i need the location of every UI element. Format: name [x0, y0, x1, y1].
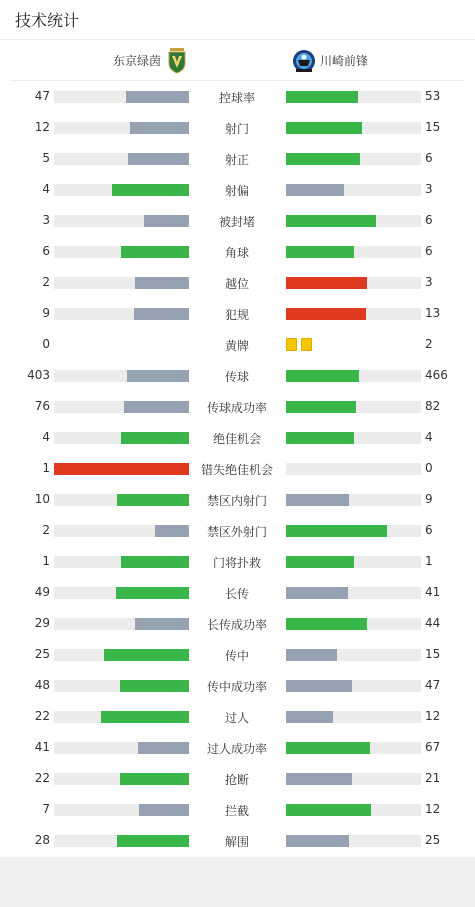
stat-label: 越位: [224, 277, 249, 291]
away-stat-value: 1: [425, 554, 433, 568]
stat-row: [0, 521, 475, 541]
home-bar-track: [54, 277, 189, 289]
away-team-name: 川崎前锋: [320, 54, 369, 68]
away-bar-fill: [286, 494, 349, 506]
away-bar-fill: [286, 618, 367, 630]
home-stat-value: 4: [42, 182, 50, 196]
stat-row: [0, 118, 475, 138]
home-bar-fill: [144, 215, 189, 227]
stat-row: [0, 242, 475, 262]
away-stat-value: 6: [425, 244, 433, 258]
teams-header: [10, 40, 465, 81]
home-stat-value: 0: [42, 337, 50, 351]
home-bar-track: [54, 122, 189, 134]
away-bar-fill: [286, 711, 333, 723]
away-bar-track: [286, 370, 421, 382]
away-stat-value: 15: [425, 120, 441, 134]
page-title: 技术统计: [15, 11, 80, 30]
away-bar-track: [286, 742, 421, 754]
away-bar-track: [286, 773, 421, 785]
home-bar-track: [54, 246, 189, 258]
title-bar: [0, 0, 475, 40]
home-team-name: 东京绿茵: [112, 54, 161, 68]
home-stat-value: 48: [34, 678, 50, 692]
home-stat-value: 9: [42, 306, 50, 320]
away-stat-value: 44: [425, 616, 441, 630]
away-bar-fill: [286, 525, 387, 537]
away-stat-value: 82: [425, 399, 441, 413]
away-bar-track: [286, 711, 421, 723]
away-bar-track: [286, 804, 421, 816]
away-bar-track: [286, 91, 421, 103]
away-bar-track: [286, 432, 421, 444]
away-stat-value: 15: [425, 647, 441, 661]
home-bar-track: [54, 556, 189, 568]
away-bar-fill: [286, 835, 349, 847]
away-stat-value: 21: [425, 771, 441, 785]
stat-row: [0, 180, 475, 200]
away-bar-fill: [286, 432, 354, 444]
stat-label: 角球: [224, 246, 249, 260]
away-stat-value: 67: [425, 740, 441, 754]
home-bar-track: [54, 742, 189, 754]
home-bar-fill: [134, 308, 189, 320]
stat-label: 错失绝佳机会: [200, 463, 273, 477]
home-bar-fill: [112, 184, 189, 196]
away-bar-track: [286, 308, 421, 320]
home-stat-value: 22: [34, 709, 50, 723]
away-stat-value: 12: [425, 709, 441, 723]
stat-label: 拦截: [224, 804, 249, 818]
away-stat-value: 9: [425, 492, 433, 506]
away-bar-track: [286, 618, 421, 630]
stat-row: [0, 397, 475, 417]
home-bar-fill: [138, 742, 189, 754]
stat-row: [0, 614, 475, 634]
away-bar-fill: [286, 91, 358, 103]
stat-row: [0, 211, 475, 231]
home-bar-track: [54, 401, 189, 413]
home-stat-value: 29: [34, 616, 50, 630]
away-bar-fill: [286, 246, 354, 258]
away-bar-track: [286, 835, 421, 847]
stat-row: [0, 335, 475, 355]
home-bar-track: [54, 494, 189, 506]
away-stat-value: 4: [425, 430, 433, 444]
away-bar-fill: [286, 587, 348, 599]
home-bar-fill: [117, 494, 189, 506]
stat-label: 禁区外射门: [206, 525, 267, 539]
home-bar-track: [54, 215, 189, 227]
home-bar-track: [54, 835, 189, 847]
home-bar-track: [54, 680, 189, 692]
away-bar-track: [286, 153, 421, 165]
home-stat-value: 2: [42, 275, 50, 289]
away-bar-track: [286, 680, 421, 692]
away-bar-track: [286, 556, 421, 568]
away-bar-fill: [286, 184, 344, 196]
away-stat-value: 12: [425, 802, 441, 816]
home-bar-fill: [139, 804, 189, 816]
away-stat-value: 6: [425, 151, 433, 165]
away-bar-track: [286, 122, 421, 134]
home-bar-fill: [130, 122, 189, 134]
home-bar-track: [54, 773, 189, 785]
stat-label: 禁区内射门: [206, 494, 267, 508]
stat-label: 传球: [224, 370, 249, 384]
stat-row: [0, 583, 475, 603]
away-bar-fill: [286, 308, 366, 320]
yellow-card-icon: [301, 338, 312, 351]
stat-label: 被封堵: [218, 215, 255, 229]
home-bar-fill: [120, 773, 189, 785]
away-bar-track: [286, 277, 421, 289]
away-bar-fill: [286, 742, 370, 754]
away-bar-track: [286, 184, 421, 196]
home-bar-track: [54, 804, 189, 816]
yellow-card-icon: [286, 338, 297, 351]
away-stat-value: 53: [425, 89, 441, 103]
stat-label: 黄牌: [224, 339, 249, 353]
away-stat-value: 3: [425, 275, 433, 289]
stat-label: 射偏: [224, 184, 249, 198]
home-stat-value: 3: [42, 213, 50, 227]
away-bar-fill: [286, 401, 356, 413]
stat-row: [0, 552, 475, 572]
home-bar-fill: [121, 556, 189, 568]
away-bar-fill: [286, 215, 376, 227]
stat-label: 传球成功率: [206, 401, 267, 415]
home-bar-fill: [116, 587, 189, 599]
home-stat-value: 6: [42, 244, 50, 258]
stat-row: [0, 738, 475, 758]
stat-label: 绝佳机会: [212, 432, 261, 446]
away-team-crest-icon: [292, 48, 316, 74]
stat-row: [0, 304, 475, 324]
home-bar-track: [54, 370, 189, 382]
home-stat-value: 22: [34, 771, 50, 785]
home-stat-value: 25: [34, 647, 50, 661]
home-bar-track: [54, 184, 189, 196]
home-bar-track: [54, 525, 189, 537]
home-bar-fill: [104, 649, 189, 661]
home-bar-fill: [124, 401, 189, 413]
away-bar-track: [286, 463, 421, 475]
home-stat-value: 10: [34, 492, 50, 506]
stat-row: [0, 800, 475, 820]
away-bar-track: [286, 246, 421, 258]
home-bar-track: [54, 91, 189, 103]
stat-label: 长传成功率: [206, 618, 267, 632]
home-bar-fill: [117, 835, 189, 847]
away-bar-track: [286, 494, 421, 506]
home-stat-value: 76: [34, 399, 50, 413]
home-stat-value: 4: [42, 430, 50, 444]
away-bar-track: [286, 587, 421, 599]
stat-row: [0, 769, 475, 789]
home-stat-value: 7: [42, 802, 50, 816]
home-bar-fill: [101, 711, 189, 723]
away-bar-fill: [286, 680, 352, 692]
stat-row: [0, 428, 475, 448]
stat-row: [0, 645, 475, 665]
away-stat-value: 13: [425, 306, 441, 320]
home-stat-value: 28: [34, 833, 50, 847]
home-bar-track: [54, 587, 189, 599]
home-stat-value: 1: [42, 461, 50, 475]
home-bar-fill: [155, 525, 189, 537]
away-stat-value: 0: [425, 461, 433, 475]
away-stat-value: 6: [425, 213, 433, 227]
home-bar-fill: [135, 618, 189, 630]
away-bar-track: [286, 525, 421, 537]
home-stat-value: 49: [34, 585, 50, 599]
stat-row: [0, 366, 475, 386]
home-stat-value: 47: [34, 89, 50, 103]
home-stat-value: 403: [27, 368, 50, 382]
away-stat-value: 2: [425, 337, 433, 351]
away-stat-value: 47: [425, 678, 441, 692]
away-bar-track: [286, 215, 421, 227]
away-bar-track: [286, 649, 421, 661]
home-team-crest-icon: [167, 48, 187, 74]
away-bar-fill: [286, 556, 354, 568]
home-stat-value: 12: [34, 120, 50, 134]
home-bar-track: [54, 463, 189, 475]
home-bar-fill: [128, 153, 189, 165]
stat-row: [0, 490, 475, 510]
home-bar-fill: [120, 680, 189, 692]
stat-row: [0, 149, 475, 169]
away-stat-value: 466: [425, 368, 448, 382]
stat-row: [0, 459, 475, 479]
away-stat-value: 25: [425, 833, 441, 847]
away-bar-fill: [286, 370, 359, 382]
home-bar-fill: [127, 370, 189, 382]
stat-label: 控球率: [218, 91, 255, 105]
away-stat-value: 3: [425, 182, 433, 196]
away-bar-fill: [286, 773, 352, 785]
away-bar-fill: [286, 277, 367, 289]
home-bar-track: [54, 308, 189, 320]
home-stat-value: 1: [42, 554, 50, 568]
stat-label: 传中成功率: [206, 680, 267, 694]
home-bar-fill: [126, 91, 189, 103]
home-bar-track: [54, 711, 189, 723]
stat-label: 抢断: [224, 773, 249, 787]
away-bar-track: [286, 401, 421, 413]
home-stat-value: 41: [34, 740, 50, 754]
stat-label: 传中: [224, 649, 249, 663]
away-bar-fill: [286, 804, 371, 816]
stat-row: [0, 831, 475, 851]
away-stat-value: 41: [425, 585, 441, 599]
away-bar-fill: [286, 649, 337, 661]
home-bar-fill: [54, 463, 189, 475]
home-stat-value: 2: [42, 523, 50, 537]
stat-label: 过人: [224, 711, 249, 725]
home-bar-fill: [121, 246, 189, 258]
stat-label: 过人成功率: [206, 742, 267, 756]
away-stat-value: 6: [425, 523, 433, 537]
home-bar-track: [54, 618, 189, 630]
stat-label: 门将扑救: [212, 556, 261, 570]
stat-label: 射门: [224, 122, 249, 136]
stat-row: [0, 87, 475, 107]
stat-label: 射正: [224, 153, 249, 167]
away-bar-fill: [286, 153, 360, 165]
stat-row: [0, 676, 475, 696]
stat-row: [0, 273, 475, 293]
stat-label: 长传: [224, 587, 249, 601]
home-bar-fill: [135, 277, 189, 289]
stat-label: 犯规: [224, 308, 249, 322]
home-bar-track: [54, 649, 189, 661]
stat-label: 解围: [224, 835, 249, 849]
away-yellow-cards: [286, 338, 312, 352]
home-stat-value: 5: [42, 151, 50, 165]
stat-row: [0, 707, 475, 727]
home-bar-track: [54, 153, 189, 165]
away-bar-fill: [286, 122, 362, 134]
home-bar-track: [54, 432, 189, 444]
home-bar-fill: [121, 432, 189, 444]
